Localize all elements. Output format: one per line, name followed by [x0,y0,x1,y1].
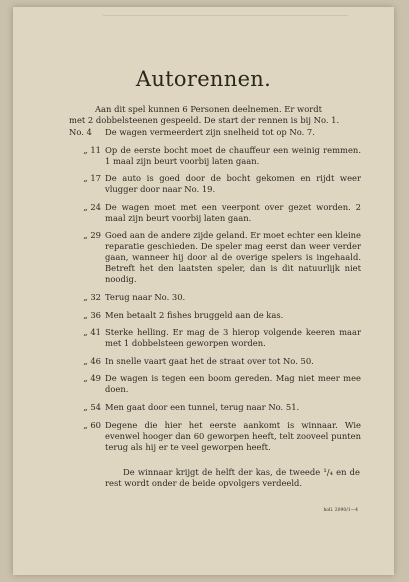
rule-text: Goed aan de andere zijde geland. Er moet echter een kleine reparatie geschieden. De speler mag eerst dan weer verder gaan, wanneer hij door al de overige spelers is ingehaald. Betreft het den laatsten speler, dan is dit natuurlijk niet noodig. [105,230,361,285]
rule-text: De wagen is tegen een boom gereden. Mag niet meer mee doen. [105,373,361,395]
rule-number: „ 11 [83,144,101,155]
rule-number: „ 29 [83,230,101,241]
rule-number: „ 41 [83,327,101,338]
rule-number: „ 54 [83,401,101,412]
rule-text: Terug naar No. 30. [105,291,186,302]
rules-list [69,127,361,459]
rule-text: Sterke helling. Er mag de 3 hierop volgende keeren maar met 1 dobbelsteen geworpen worden. [105,327,361,349]
closing-paragraph [105,467,360,489]
rule-number: „ 60 [83,419,101,430]
rule-text: De wagen vermeerdert zijn snelheid tot op No. 7. [105,127,315,137]
rule-text: Degene die hier het eerste aankomt is winnaar. Wie evenwel hooger dan 60 geworpen heeft, telt zooveel punten terug als hij er te veel geworpen heeft. [105,419,361,452]
print-code: holl. 2090/1—4 [323,508,358,513]
intro-line-1 [73,104,358,115]
rule-entry [69,127,361,138]
rule-entry [69,230,361,285]
rules-sheet [13,7,394,575]
rule-entry [69,202,361,224]
rule-entry [69,402,361,413]
rule-number: No. 4 [69,127,92,137]
rule-entry [69,356,361,367]
page-title: Autorennen. [135,67,272,91]
rule-number: „ 32 [83,291,101,302]
rule-entry [69,145,361,167]
rule-entry [69,420,361,453]
rule-text: Op de eerste bocht moet de chauffeur een weinig remmen. 1 maal zijn beurt voorbij laten gaan. [105,144,361,166]
rule-entry [69,173,361,195]
rule-text: Men betaalt 2 fishes bruggeld aan de kas. [105,309,284,320]
rule-number: „ 17 [83,173,101,184]
rule-text: De auto is goed door de bocht gekomen en rijdt weer vlugger door naar No. 19. [105,173,361,195]
closing-text: De winnaar krijgt de helft der kas, de tweede ¹/₄ en de rest wordt onder de beide opvolgers verdeeld. [105,467,360,488]
rule-text: De wagen moet met een veerpont over gezet worden. 2 maal zijn beurt voorbij laten gaan. [105,201,361,223]
intro-text-1: Aan dit spel kunnen 6 Personen deelnemen. Er wordt [95,104,322,114]
rule-entry [69,373,361,395]
rule-entry [69,292,361,303]
rule-number: „ 46 [83,355,101,366]
rule-text: In snelle vaart gaat het de straat over tot No. 50. [105,355,314,366]
intro-line-2: met 2 dobbelsteenen gespeeld. De start der rennen is bij No. 1. [69,115,340,125]
rule-entry [69,327,361,349]
rule-number: „ 36 [83,309,101,320]
rule-entry [69,310,361,321]
paper-crease [103,15,348,16]
rule-text: Men gaat door een tunnel, terug naar No. 51. [105,401,300,412]
rule-number: „ 24 [83,201,101,212]
rule-number: „ 49 [83,373,101,384]
